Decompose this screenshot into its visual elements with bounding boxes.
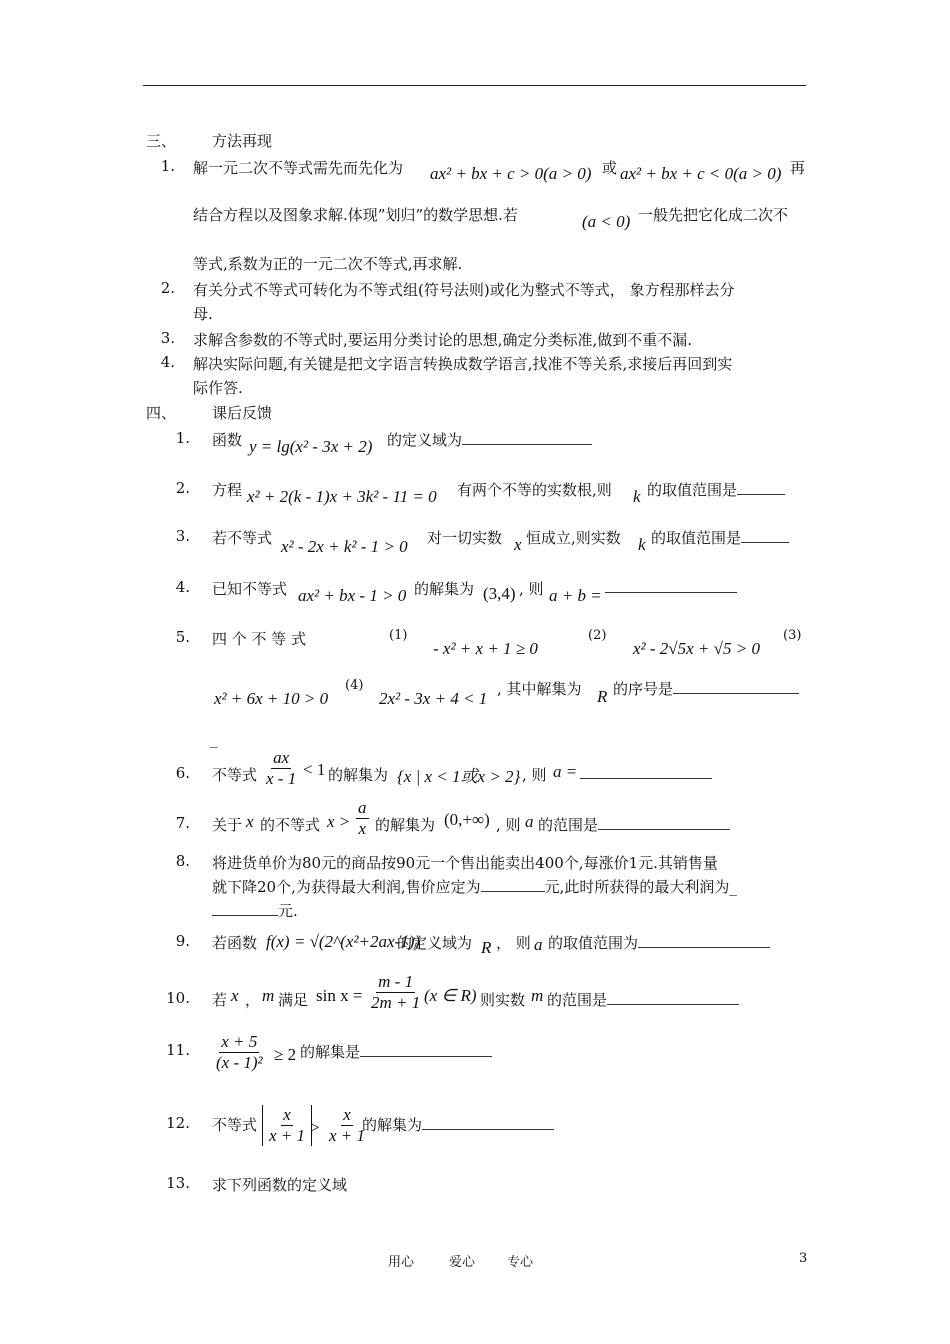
absolute-value-fraction: $\frac{x}{x + 1}$ — [262, 1105, 312, 1146]
math-expression: ax² + bx + c < 0(a > 0) — [620, 164, 782, 183]
question-text: ， 则 — [496, 934, 531, 952]
item-number: 4. — [160, 353, 175, 371]
math-expression: ax² + bx + c > 0(a > 0) — [430, 164, 592, 183]
question-text: , 则 — [496, 816, 521, 834]
question-text: 关于 — [212, 816, 243, 834]
question-text — [605, 578, 737, 597]
math-expression: x² + 6x + 10 > 0 — [214, 689, 329, 708]
question-text: 若函数 — [212, 934, 258, 952]
math-expression: f(x) = √(2^(x²+2ax-1)) — [266, 932, 421, 951]
math-variable: a — [534, 935, 543, 954]
footer-text: 用心 — [388, 1255, 415, 1270]
question-text: 不等式 — [212, 1116, 258, 1134]
math-variable: m — [531, 986, 544, 1005]
question-text: 对一切实数 — [427, 529, 503, 547]
question-text: 的解集为 — [362, 1114, 554, 1135]
math-expression: 2x² - 3x + 4 < 1 — [379, 689, 488, 708]
answer-blank[interactable] — [212, 901, 278, 916]
math-expression: a + b = — [549, 586, 602, 605]
math-expression: y = lg(x² - 3x + 2) — [249, 437, 373, 456]
math-expression: ≥ 2 — [274, 1045, 297, 1064]
question-text: , 其中解集为 — [497, 680, 582, 698]
question-text: 的取值范围为 — [548, 932, 770, 953]
question-text: 求下列函数的定义域 — [212, 1176, 348, 1194]
answer-blank[interactable] — [422, 1115, 554, 1130]
question-text: 的解集为 — [328, 766, 389, 784]
inequality-label: (4) — [345, 678, 364, 693]
question-text: 的解集是 — [300, 1041, 492, 1062]
math-expression: (a < 0) — [582, 212, 631, 231]
math-variable: m — [262, 986, 275, 1005]
math-expression: a = — [553, 762, 578, 781]
question-number: 13. — [166, 1174, 190, 1192]
answer-blank[interactable] — [605, 578, 737, 593]
section-3-heading: 方法再现 — [212, 132, 273, 150]
question-text: 的取值范围是 — [651, 527, 789, 548]
answer-blank[interactable] — [737, 480, 785, 495]
math-expression: > — [310, 1118, 320, 1137]
fraction: $\frac{ax}{x - 1}$ — [266, 748, 297, 788]
method-text: 有关分式不等式可转化为不等式组(符号法则)或化为整式不等式， 象方程那样去分 — [193, 281, 735, 299]
math-expression: sin x = — [316, 986, 363, 1005]
question-text: 的范围是 — [547, 989, 739, 1010]
math-expression: x > — [327, 812, 351, 831]
question-text: 方程 — [212, 481, 243, 499]
footer-text: 爱心 — [449, 1255, 476, 1270]
page-number: 3 — [799, 1251, 808, 1266]
math-expression: (x ∈ R) — [424, 986, 477, 1005]
question-number: 9. — [175, 932, 190, 950]
question-number: 6. — [175, 764, 190, 782]
math-variable: x — [246, 812, 254, 831]
method-text: 解决实际问题,有关键是把文字语言转换成数学语言,找准不等关系,求接后再回到实 — [193, 355, 733, 373]
math-expression: {x | x < 1或x > 2} — [397, 767, 521, 786]
method-text: 解一元二次不等式需先而先化为 — [193, 159, 404, 177]
question-text: 已知不等式 — [212, 580, 288, 598]
math-expression: x² - 2x + k² - 1 > 0 — [281, 537, 408, 556]
question-text: 的定义域为 — [397, 934, 473, 952]
question-number: 4. — [175, 578, 190, 596]
answer-blank[interactable] — [607, 990, 739, 1005]
method-text: 或 — [602, 159, 618, 177]
question-text: , 则 — [522, 766, 547, 784]
math-variable: x — [231, 986, 239, 1005]
answer-blank[interactable] — [673, 679, 799, 694]
question-text: 若不等式 — [212, 529, 273, 547]
item-number: 3. — [160, 329, 175, 347]
math-expression: (3,4) — [483, 584, 516, 603]
question-text: 的不等式 — [260, 816, 321, 834]
inequality-label: (3) — [783, 628, 802, 643]
math-expression: < 1 — [303, 760, 326, 779]
question-text — [580, 764, 712, 783]
question-number: 7. — [175, 814, 190, 832]
math-expression: (0,+∞) — [444, 810, 490, 829]
question-text: ， — [245, 991, 261, 1009]
question-text: 有两个不等的实数根,则 — [457, 481, 612, 499]
question-number: 8. — [175, 852, 190, 870]
math-expression: x² - 2√5x + √5 > 0 — [633, 639, 760, 658]
header-rule — [143, 85, 806, 86]
math-variable: R — [481, 938, 492, 957]
section-4-number: 四、 — [146, 404, 177, 422]
method-text: 等式,系数为正的一元二次不等式,再求解. — [193, 255, 463, 273]
math-variable: x — [514, 535, 522, 554]
item-number: 2. — [160, 279, 175, 297]
method-text: 再 — [790, 159, 806, 177]
answer-blank[interactable] — [360, 1042, 492, 1057]
question-text: 的解集为 — [414, 580, 475, 598]
question-number: 10. — [166, 989, 190, 1007]
fraction: $\frac{x}{x + 1}$ — [329, 1105, 366, 1145]
question-text: 满足 — [278, 991, 309, 1009]
question-text: 恒成立,则实数 — [526, 529, 621, 547]
question-text: 的序号是 — [613, 678, 799, 699]
math-expression: x² + 2(k - 1)x + 3k² - 11 = 0 — [247, 487, 437, 506]
question-text: 若 — [212, 991, 228, 1009]
answer-blank-tail: _ — [210, 730, 218, 748]
question-text: 的范围是 — [538, 814, 730, 835]
question-number: 3. — [175, 527, 190, 545]
inequality-label: (1) — [389, 628, 408, 643]
answer-blank[interactable] — [638, 933, 770, 948]
question-text: 的解集为 — [375, 816, 436, 834]
section-4-heading: 课后反馈 — [212, 404, 273, 422]
fraction: $\frac{m - 1}{2m + 1}$ — [371, 972, 421, 1012]
math-variable: k — [638, 535, 646, 554]
question-text: 的定义域为 — [387, 429, 592, 450]
fraction: $\frac{x + 5}{\text{(x - 1)²}}$ — [216, 1032, 263, 1072]
method-text: 际作答. — [193, 379, 243, 397]
question-number: 5. — [175, 628, 190, 646]
answer-blank[interactable] — [598, 815, 730, 830]
question-number: 12. — [166, 1114, 190, 1132]
question-text: , 则 — [519, 580, 544, 598]
math-variable: a — [525, 812, 534, 831]
math-variable: R — [597, 687, 608, 706]
question-text: 就下降20个,为获得最大利润,售价应定为 元,此时所获得的最大利润为_ — [212, 878, 737, 896]
question-number: 1. — [175, 429, 190, 447]
item-number: 1. — [160, 157, 175, 175]
answer-blank[interactable] — [462, 430, 592, 445]
question-number: 11. — [166, 1041, 190, 1059]
question-text: 元. — [212, 900, 298, 921]
question-text: 的取值范围是 — [647, 479, 785, 500]
math-variable: k — [633, 487, 641, 506]
answer-blank[interactable] — [741, 528, 789, 543]
question-text: 不等式 — [212, 766, 258, 784]
math-expression: ax² + bx - 1 > 0 — [298, 586, 407, 605]
method-text: 求解含参数的不等式时,要运用分类讨论的思想,确定分类标准,做到不重不漏. — [193, 331, 693, 349]
method-text: 一般先把它化成二次不 — [638, 206, 789, 224]
answer-blank[interactable] — [481, 877, 545, 892]
footer-text: 专心 — [507, 1255, 534, 1270]
question-text: 函数 — [212, 431, 243, 449]
question-text: 将进货单价为80元的商品按90元一个售出能卖出400个,每涨价1元.其销售量 — [212, 854, 718, 872]
math-expression: - x² + x + 1 ≥ 0 — [433, 639, 538, 658]
question-number: 2. — [175, 479, 190, 497]
question-text: 四 个 不 等 式 — [212, 630, 307, 648]
question-text: 则实数 — [480, 991, 526, 1009]
inequality-label: (2) — [588, 628, 607, 643]
section-3-number: 三、 — [146, 132, 177, 150]
method-text: 母. — [193, 305, 213, 323]
answer-blank[interactable] — [580, 764, 712, 779]
fraction: $\frac{a}{x}$ — [358, 798, 367, 838]
method-text: 结合方程以及图象求解.体现”划归”的数学思想.若 — [193, 206, 518, 224]
